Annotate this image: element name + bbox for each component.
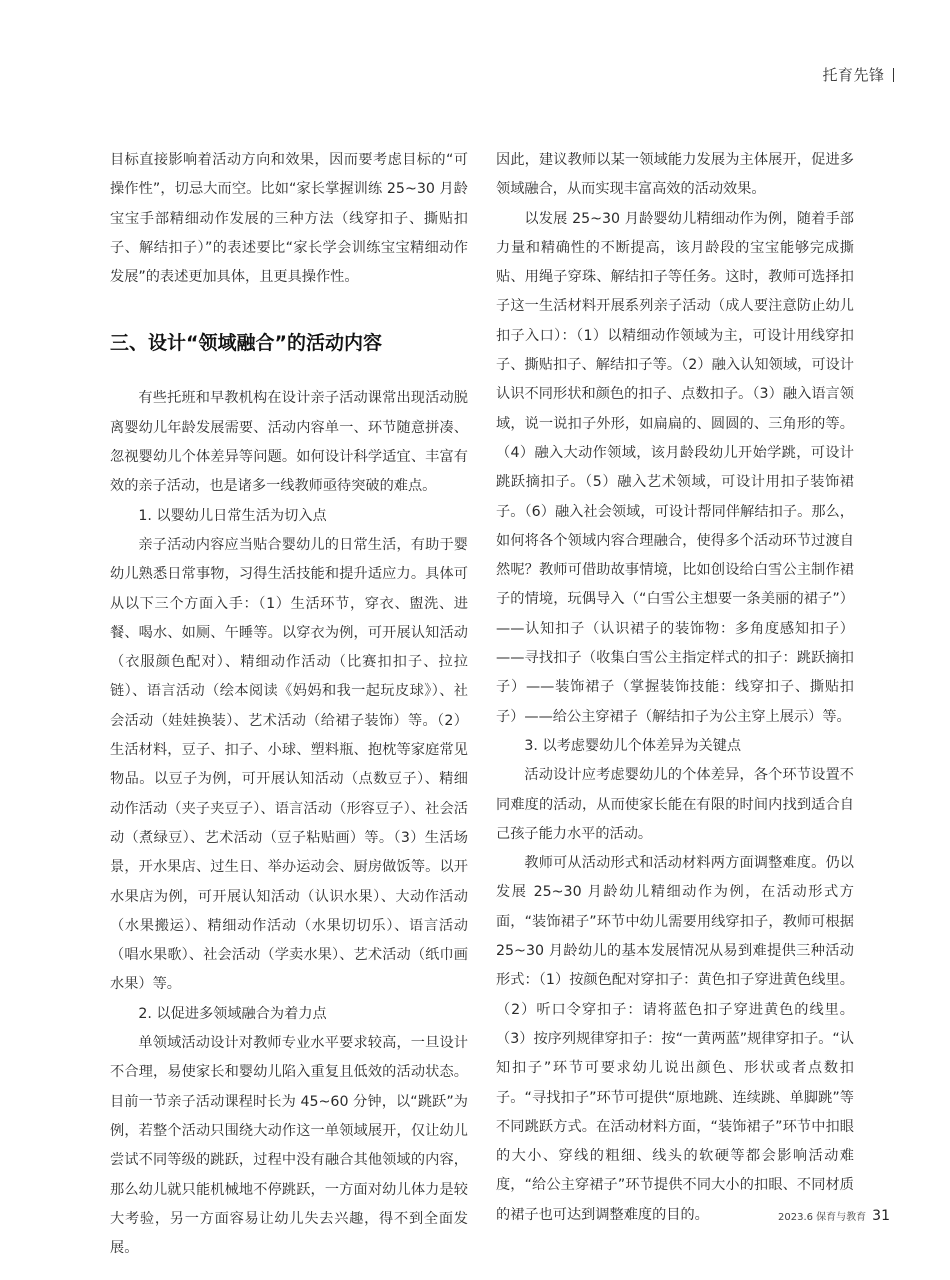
page-footer bbox=[778, 1208, 890, 1224]
column-title: 托育先锋 bbox=[822, 66, 885, 84]
subheading: 3. 以考虑婴幼儿个体差异为关键点 bbox=[524, 737, 742, 754]
left-column bbox=[110, 146, 468, 1263]
paragraph: 亲子活动内容应当贴合婴幼儿的日常生活，有助于婴幼儿熟悉日常事物，习得生活技能和提升适应力。具体可从以下三个方面入手：（1）生活环节，穿衣、盥洗、进餐、喝水、如厕、午睡等。以穿衣为例，可开展认知活动（衣服颜色配对）、精细动作活动（比赛扣扣子、拉拉链）、语言活动（绘本阅读《妈妈和我一起玩皮球》）、社会活动（娃娃换装）、艺术活动（给裙子装饰）等。（2）生活材料，豆子、扣子、小球、塑料瓶、抱枕等家庭常见物品。以豆子为例，可开展认知活动（点数豆子）、精细动作活动（夹子夹豆子）、语言活动（形容豆子）、社会活动（煮绿豆）、艺术活动（豆子粘贴画）等。（3）生活场景，开水果店、过生日、举办运动会、厨房做饭等。以开水果店为例，可开展认知活动（认识水果）、大动作活动（水果搬运）、精细动作活动（水果切切乐）、语言活动（唱水果歌）、社会活动（学卖水果）、艺术活动（纸巾画水果）等。 bbox=[110, 536, 468, 993]
paragraph: 以发展 25~30 月龄婴幼儿精细动作为例，随着手部力量和精确性的不断提高，该月龄段的宝宝能够完成撕贴、用绳子穿珠、解结扣子等任务。这时，教师可选择扣子这一生活材料开展系列亲子活动（成人要注意防止幼儿扣子入口）：（1）以精细动作领域为主，可设计用线穿扣子、撕贴扣子、解结扣子等。（2）融入认知领域，可设计认识不同形状和颜色的扣子、点数扣子。（3）融入语言领域，说一说扣子外形，如扁扁的、圆圆的、三角形的等。（4）融入大动作领域，该月龄段幼儿开始学跳，可设计跳跃摘扣子。（5）融入艺术领域，可设计用扣子装饰裙子。（6）融入社会领域，可设计帮同伴解结扣子。那么，如何将各个领域内容合理融合，使得多个活动环节过渡自然呢？教师可借助故事情境，比如创设给白雪公主制作裙子的情境，玩偶导入（“白雪公主想要一条美丽的裙子”）——认知扣子（认识裙子的装饰物：多角度感知扣子）——寻找扣子（收集白雪公主指定样式的扣子：跳跃摘扣子）——装饰裙子（掌握装饰技能：线穿扣子、撕贴扣子）——给公主穿裙子（解结扣子为公主穿上展示）等。 bbox=[496, 210, 854, 725]
paragraph: 因此，建议教师以某一领域能力发展为主体展开，促进多领域融合，从而实现丰富高效的活动效果。 bbox=[496, 152, 854, 198]
running-head bbox=[822, 64, 894, 85]
paragraph: 目标直接影响着活动方向和效果，因而要考虑目标的“可操作性”，切忌大而空。比如“家长掌握训练 25~30 月龄宝宝手部精细动作发展的三种方法（线穿扣子、撕贴扣子、解结扣子）”的表述要比“家长学会训练宝宝精细动作发展”的表述更加具体，且更具操作性。 bbox=[110, 152, 468, 286]
issue-label: 2023.6 保育与教育 bbox=[778, 1212, 867, 1223]
page-number: 31 bbox=[872, 1208, 890, 1224]
paragraph: 教师可从活动形式和活动材料两方面调整难度。仍以发展 25~30 月龄幼儿精细动作为例，在活动形式方面，“装饰裙子”环节中幼儿需要用线穿扣子，教师可根据 25~30 月龄幼儿的基本发展情况从易到难提供三种活动形式：（1）按颜色配对穿扣子：黄色扣子穿进黄色线里。（2）听口令穿扣子：请将蓝色扣子穿进黄色的线里。（3）按序列规律穿扣子：按“一黄两蓝”规律穿扣子。“认知扣子”环节可要求幼儿说出颜色、形状或者点数扣子。“寻找扣子”环节可提供“原地跳、连续跳、单脚跳”等不同跳跃方式。在活动材料方面，“装饰裙子”环节中扣眼的大小、穿线的粗细、线头的软硬等都会影响活动难度，“给公主穿裙子”环节提供不同大小的扣眼、不同材质的裙子也可达到调整难度的目的。 bbox=[496, 855, 854, 1223]
title-bar-divider bbox=[893, 68, 895, 82]
paragraph: 活动设计应考虑婴幼儿的个体差异，各个环节设置不同难度的活动，从而使家长能在有限的时间内找到适合自己孩子能力水平的活动。 bbox=[496, 767, 854, 842]
paragraph: 有些托班和早教机构在设计亲子活动课常出现活动脱离婴幼儿年龄发展需要、活动内容单一、环节随意拼凑、忽视婴幼儿个体差异等问题。如何设计科学适宜、丰富有效的亲子活动，也是诸多一线教师亟待突破的难点。 bbox=[110, 390, 468, 495]
subheading: 2. 以促进多领域融合为着力点 bbox=[138, 1005, 327, 1022]
section-heading: 三、设计“领域融合”的活动内容 bbox=[110, 332, 382, 355]
paragraph: 单领域活动设计对教师专业水平要求较高，一旦设计不合理，易使家长和婴幼儿陷入重复且低效的活动状态。目前一节亲子活动课程时长为 45~60 分钟，以“跳跃”为例，若整个活动只围绕大动作这一单领域展开，仅让幼儿尝试不同等级的跳跃，过程中没有融合其他领域的内容，那么幼儿就只能机械地不停跳跃，一方面对幼儿体力是较大考验，另一方面容易让幼儿失去兴趣，得不到全面发展。 bbox=[110, 1035, 468, 1257]
right-column bbox=[496, 146, 854, 1230]
subheading: 1. 以婴幼儿日常生活为切入点 bbox=[138, 507, 327, 524]
